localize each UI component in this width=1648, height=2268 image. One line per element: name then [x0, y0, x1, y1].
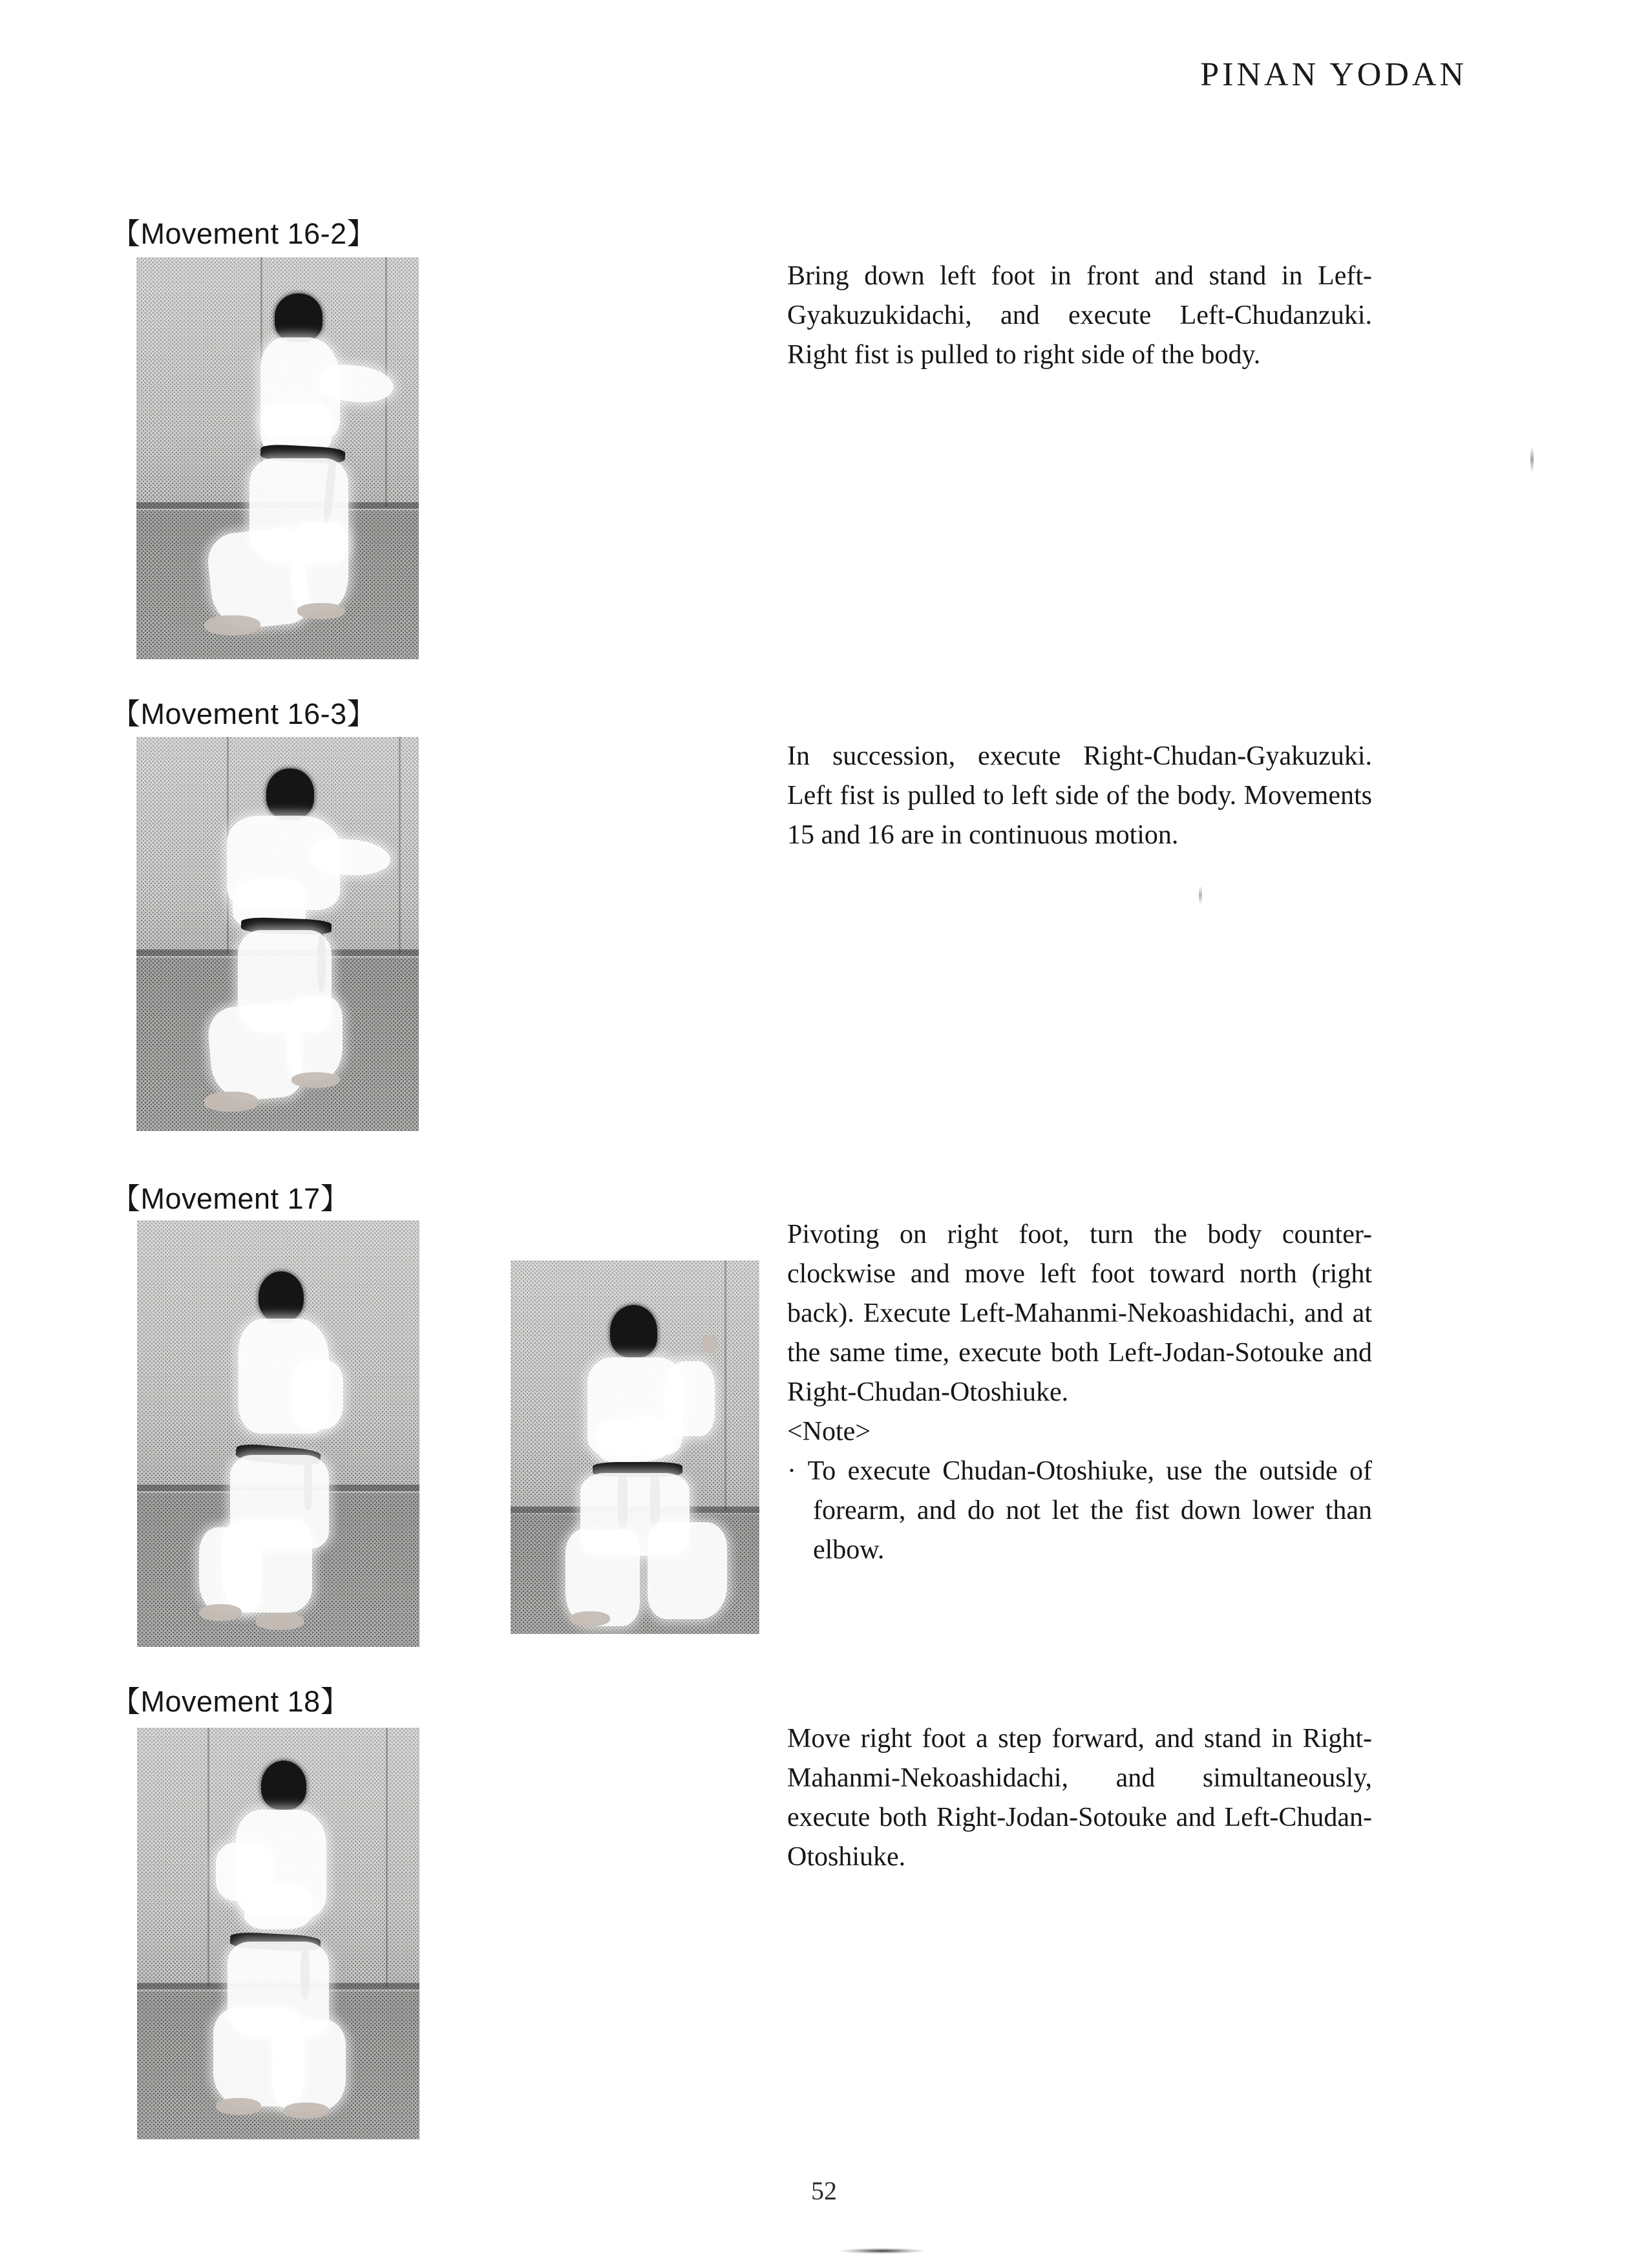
description-movement-17	[787, 1215, 1372, 1570]
description-text: Bring down left foot in front and stand in Left-Gyakuzukidachi, and execute Left-Chudanzuki. Right fist is pulled to right side of the body.	[787, 261, 1372, 370]
karateka-front-foot	[204, 615, 260, 635]
karateka-head	[259, 1271, 304, 1322]
photo-scene	[136, 257, 419, 659]
photo-movement-16-3	[136, 737, 419, 1131]
karateka-rear-leg	[291, 523, 348, 611]
karateka-rear-leg	[286, 997, 343, 1080]
description-movement-16-3	[787, 737, 1372, 855]
wall-seam	[207, 1728, 209, 1987]
photo-movement-17-b	[511, 1260, 759, 1634]
wall-seam	[386, 1728, 388, 1987]
karateka-front-leg	[648, 1522, 727, 1619]
description-text: Move right foot a step forward, and stand in Right-Mahanmi-Nekoashidachi, and simultaneously, execute both Right-Jodan-Sotouke and Left-Chudan-Otoshiuke.	[787, 1724, 1372, 1872]
karateka-front-foot	[284, 2103, 329, 2119]
photo-scene	[137, 1728, 419, 2139]
description-text: In succession, execute Right-Chudan-Gyakuzuki. Left fist is pulled to left side of the body. Movements 15 and 16 are in continuous motion.	[787, 741, 1372, 850]
karateka-rear-foot	[291, 1072, 339, 1088]
movement-label-17: 【Movement 17】	[111, 1182, 350, 1215]
wall-seam	[724, 1260, 726, 1510]
description-movement-18	[787, 1719, 1372, 1877]
karateka-sotouke-arm	[665, 1361, 715, 1436]
karateka-blocking-arm	[292, 1361, 343, 1430]
karateka-head	[261, 1761, 306, 1810]
photo-movement-18	[137, 1728, 419, 2139]
karateka-head	[266, 768, 314, 820]
note-heading: <Note>	[787, 1417, 871, 1447]
note-item: · To execute Chudan-Otoshiuke, use the outside of forearm, and do not let the fist down lower than elbow.	[787, 1456, 1372, 1565]
karateka-rear-foot	[256, 1613, 304, 1629]
movement-label-16-3: 【Movement 16-3】	[111, 697, 377, 730]
movement-label-18: 【Movement 18】	[111, 1685, 350, 1718]
page-number: 52	[811, 2176, 837, 2205]
scan-artifact-mark	[1199, 885, 1202, 905]
karateka-rear-foot	[297, 603, 345, 619]
karateka-front-foot	[199, 1604, 242, 1621]
photo-scene	[511, 1260, 759, 1634]
karateka-rear-leg	[565, 1529, 640, 1626]
description-movement-16-2	[787, 257, 1372, 375]
photo-scene	[136, 737, 419, 1131]
karateka-front-leg	[199, 1527, 261, 1613]
karateka-fist	[702, 1335, 717, 1354]
karateka-otoshiuke-arm	[244, 1884, 312, 1929]
description-text: Pivoting on right foot, turn the body counter-clockwise and move left foot toward north (right back). Execute Left-Mahanmi-Nekoashidachi, and at the same time, execute both Left-Jodan-Sotouke and Right-Chudan-Otoshiuke.	[787, 1220, 1372, 1407]
photo-movement-16-2	[136, 257, 419, 659]
photo-scene	[137, 1220, 419, 1647]
scan-artifact-mark	[1530, 446, 1534, 473]
karateka-rear-foot	[570, 1611, 610, 1626]
scan-artifact-smudge	[840, 2248, 924, 2254]
movement-label-16-2: 【Movement 16-2】	[111, 217, 377, 250]
karateka-front-leg	[273, 2020, 346, 2110]
karateka-head	[275, 293, 322, 342]
karateka-rear-foot	[216, 2098, 261, 2114]
photo-movement-17-a	[137, 1220, 419, 1647]
running-head: PINAN YODAN	[1200, 56, 1467, 93]
karateka-head	[610, 1305, 657, 1357]
wall-seam	[399, 737, 401, 954]
karateka-front-foot	[204, 1092, 258, 1112]
